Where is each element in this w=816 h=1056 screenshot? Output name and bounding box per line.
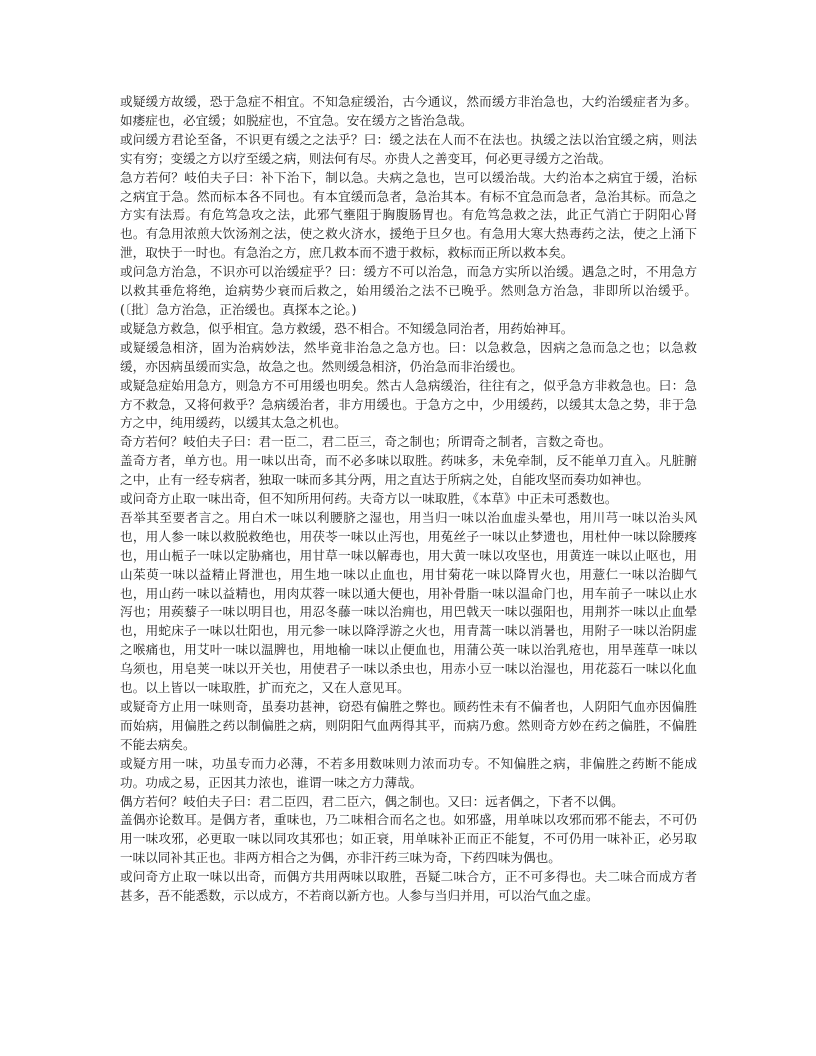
paragraph: 或疑缓急相济，固为治病妙法，然毕竟非治急之急方也。曰：以急救急，因病之急而急之也；以急救缓，亦因病虽缓而实急，故急之也。然则缓急相济，仍治急而非治缓也。 xyxy=(120,339,697,374)
paragraph: 或疑方用一味，功虽专而力必薄，不若多用数味则力浓而功专。不知偏胜之病，非偏胜之药断不能成功。功成之易，正因其力浓也，谁谓一味之方力薄哉。 xyxy=(120,755,697,790)
paragraph: 偶方若何？岐伯夫子曰：君二臣四，君二臣六，偶之制也。又曰：远者偶之，下者不以偶。 xyxy=(120,793,624,809)
paragraph: 或疑缓方故缓，恐于急症不相宜。不知急症缓治，古今通议，然而缓方非治急也，大约治缓症者为多。如痿症也，必宜缓；如脱症也，不宜急。安在缓方之皆治急哉。 xyxy=(120,94,697,128)
paragraph: 或疑急症始用急方，则急方不可用缓也明矣。然古人急病缓治，往往有之，似乎急方非救急也。曰：急方不救急，又将何救乎？急病缓治者，非方用缓也。于急方之中，少用缓药，以缓其太急之势，非于急方之中，纯用缓药，以缓其太急之机也。 xyxy=(120,377,697,431)
document-page xyxy=(120,93,697,906)
paragraph: 或问奇方止取一味出奇，但不知所用何药。夫奇方以一味取胜，《本草》中正未可悉数也。 xyxy=(120,491,618,507)
paragraph: 吾举其至要者言之。用白术一味以利腰脐之湿也，用当归一味以治血虚头晕也，用川芎一味以治头风也，用人参一味以救脱救绝也，用茯苓一味以止泻也，用菟丝子一味以止梦遗也，用杜仲一味以除腰疼也，用山栀子一味以定胁痛也，用甘草一味以解毒也，用大黄一味以攻坚也，用黄连一味以止呕也，用山茱萸一味以益精止肾泄也，用生地一味以止血也，用甘菊花一味以降胃火也，用薏仁一味以治脚气也，用山药一味以益精也，用肉苁蓉一味以通大便也，用补骨脂一味以温命门也，用车前子一味以止水泻也；用蒺藜子一味以明目也，用忍冬藤一味以治痈也，用巴戟天一味以强阳也，用荆芥一味以止血晕也，用蛇床子一味以壮阳也，用元参一味以降浮游之火也，用青蒿一味以消暑也，用附子一味以治阴虚之喉痛也，用艾叶一味以温脾也，用地榆一味以止便血也，用蒲公英一味以治乳疮也，用旱莲草一味以乌须也，用皂荚一味以开关也，用使君子一味以杀虫也，用赤小豆一味以治湿也，用花蕊石一味以化血也。以上皆以一味取胜，扩而充之，又在人意见耳。 xyxy=(120,509,697,696)
paragraph: 或问急方治急，不识亦可以治缓症乎？曰：缓方不可以治急，而急方实所以治缓。遇急之时，不用急方以救其垂危将绝，迨病势少衰而后救之，始用缓治之法不已晚乎。然则急方治急，非即所以治缓乎。(〔批〕急方治急，正治缓也。真探本之论。) xyxy=(120,264,697,317)
paragraph: 或问缓方君论至备，不识更有缓之之法乎？曰：缓之法在人而不在法也。执缓之法以治宜缓之病，则法实有穷；变缓之方以疗至缓之病，则法何有尽。亦贵人之善变耳，何必更寻缓方之治哉。 xyxy=(120,131,697,166)
paragraph: 或疑急方救急，似乎相宜。急方救缓，恐不相合。不知缓急同治者，用药始神耳。 xyxy=(120,320,574,336)
paragraph: 盖偶亦论数耳。是偶方者，重味也，乃二味相合而名之也。如邪盛，用单味以攻邪而邪不能去，不可仍用一味攻邪，必更取一味以同攻其邪也；如正衰，用单味补正而正不能复，不可仍用一味补正，必另取一味以同补其正也。非两方相合之为偶，亦非汗药三味为奇，下药四味为偶也。 xyxy=(120,812,697,866)
paragraph: 或疑奇方止用一味则奇，虽奏功甚神，窃恐有偏胜之弊也。顾药性未有不偏者也，人阴阳气血亦因偏胜而始病，用偏胜之药以制偏胜之病，则阴阳气血两得其平，而病乃愈。然则奇方妙在药之偏胜，不偏胜不能去病矣。 xyxy=(120,699,697,752)
paragraph: 盖奇方者，单方也。用一味以出奇，而不必多味以取胜。药味多，未免牵制，反不能单刀直入。凡脏腑之中，止有一经专病者，独取一味而多其分两，用之直达于所病之处，自能攻坚而奏功如神也。 xyxy=(120,453,697,488)
paragraph: 急方若何？岐伯夫子曰：补下治下，制以急。夫病之急也，岂可以缓治哉。大约治本之病宜于缓，治标之病宜于急。然而标本各不同也。有本宜缓而急者，急治其本。有标不宜急而急者，急治其标。而急之方实有法焉。有危笃急攻之法，此邪气壅阻于胸腹肠胃也。有危笃急救之法，此正气消亡于阴阳心肾也。有急用浓煎大饮汤剂之法，使之救火济水，援绝于旦夕也。有急用大寒大热毒药之法，使之上涌下泄，取快于一时也。有急治之方，庶几救本而不遗于救标，救标而正所以救本矣。 xyxy=(120,169,697,261)
paragraph: 奇方若何？岐伯夫子曰：君一臣二，君二臣三，奇之制也；所谓奇之制者，言数之奇也。 xyxy=(120,434,612,450)
paragraph: 或问奇方止取一味以出奇，而偶方共用两味以取胜，吾疑二味合方，正不可多得也。夫二味合而成方者甚多，吾不能悉数，示以成方，不若商以新方也。人参与当归并用，可以治气血之虚。 xyxy=(120,869,697,904)
